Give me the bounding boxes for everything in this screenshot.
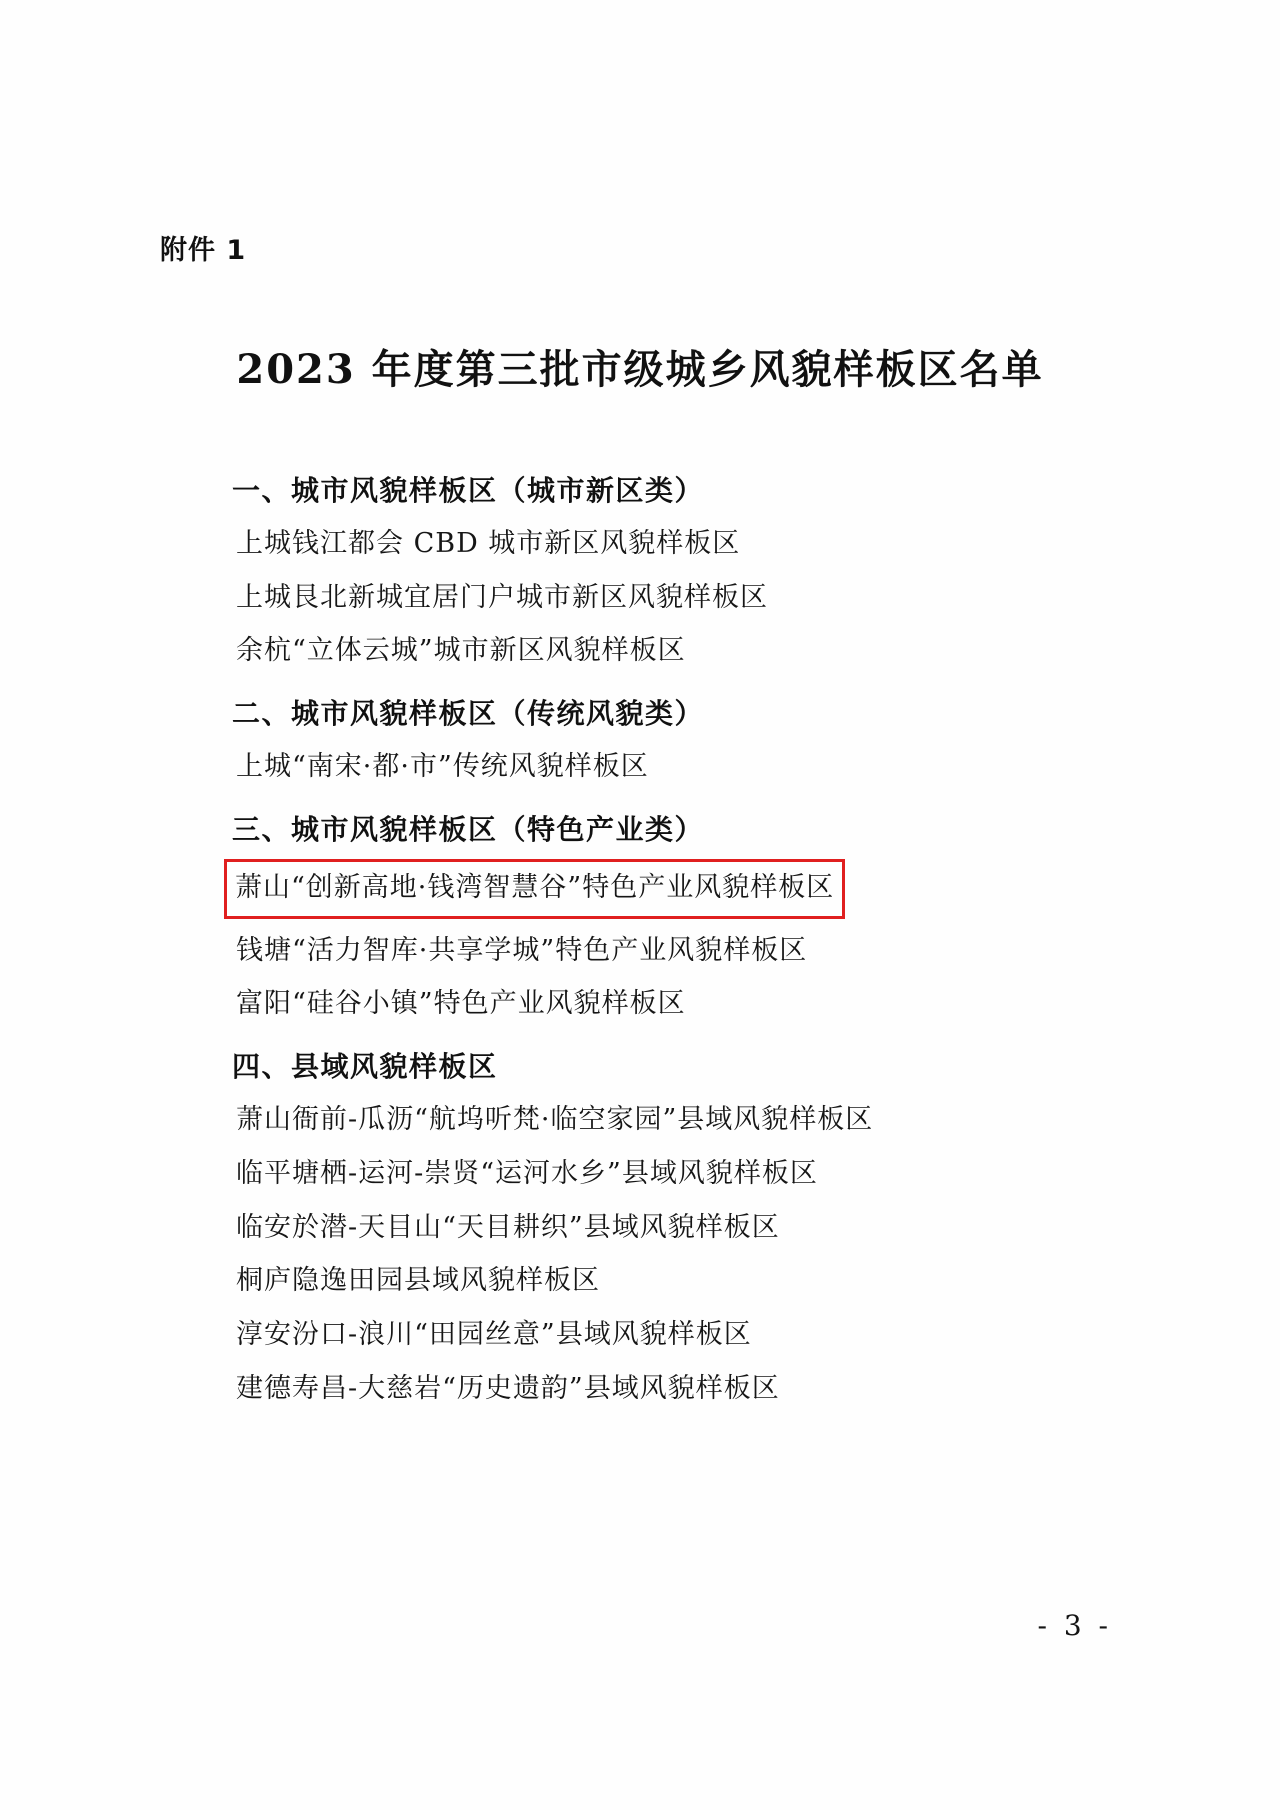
- list-item: 临安於潜-天目山“天目耕织”县域风貌样板区: [236, 1211, 780, 1243]
- page-title: 2023 年度第三批市级城乡风貌样板区名单: [236, 346, 1044, 393]
- list-item: 桐庐隐逸田园县域风貌样板区: [236, 1265, 600, 1297]
- attachment-label: 附件 1: [160, 235, 247, 266]
- list-item: 上城钱江都会 CBD 城市新区风貌样板区: [236, 528, 741, 559]
- page-number: - 3 -: [1037, 1609, 1112, 1642]
- section-heading-1: 一、城市风貌样板区（城市新区类）: [232, 474, 705, 507]
- list-item: 建德寿昌-大慈岩“历史遗韵”县域风貌样板区: [236, 1372, 780, 1404]
- list-item: 上城艮北新城宜居门户城市新区风貌样板区: [236, 581, 768, 613]
- list-item: 临平塘栖-运河-崇贤“运河水乡”县域风貌样板区: [236, 1157, 818, 1189]
- list-item: 钱塘“活力智库·共享学城”特色产业风貌样板区: [236, 934, 808, 966]
- list-item: 富阳“硅谷小镇”特色产业风貌样板区: [236, 988, 686, 1020]
- section-heading-4: 四、县域风貌样板区: [232, 1050, 498, 1084]
- list-item: 余杭“立体云城”城市新区风貌样板区: [236, 635, 686, 667]
- section-heading-3: 三、城市风貌样板区（特色产业类）: [232, 812, 705, 846]
- list-item: 上城“南宋·都·市”传统风貌样板区: [236, 751, 649, 783]
- list-item: 萧山衙前-瓜沥“航坞听梵·临空家园”县域风貌样板区: [236, 1104, 874, 1136]
- document-body: [232, 470, 1152, 1419]
- list-item: 淳安汾口-浪川“田园丝意”县域风貌样板区: [236, 1319, 752, 1351]
- section-heading-2: 二、城市风貌样板区（传统风貌类）: [232, 697, 705, 731]
- highlighted-list-item: 萧山“创新高地·钱湾智慧谷”特色产业风貌样板区: [224, 859, 845, 919]
